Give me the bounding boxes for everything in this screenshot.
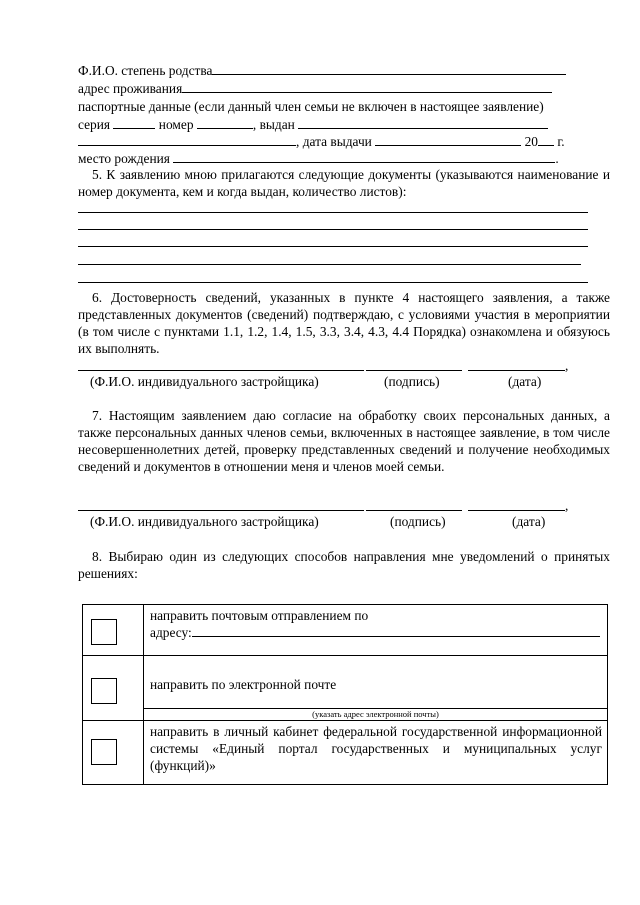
section-7-body: 7. Настоящим заявлением даю согласие на обработку своих персональных данных, а также персональных данных членов семьи, включенных в настоящее заявление, в том числе несовершеннолетних детей, проверку представленных сведений и получение необходимых сведений и документов в отношении меня и членов моей семьи. [78,408,610,474]
birthplace-label: место рождения [78,151,170,166]
section-5-body: 5. К заявлению мною прилагаются следующие документы (указываются наименование и номер документа, кем и когда выдан, количество листов): [78,167,610,199]
section-7-caption-date: (дата) [512,514,546,529]
option-mail-text-cell [144,605,608,656]
option-row-email [83,656,608,721]
section-6-text [78,289,610,357]
series-label: серия [78,117,111,132]
section-8-body: 8. Выбираю один из следующих способов направления мне уведомлений о принятых решениях: [78,549,610,581]
option-email-checkbox[interactable] [91,678,117,704]
option-row-portal [83,721,608,785]
option-email-note: (указать адрес электронной почты) [312,709,439,719]
option-email-label: направить по электронной почте [150,677,337,692]
year-prefix: 20 [524,134,538,149]
issue-date-row [78,133,610,150]
documents-line-1[interactable] [78,212,588,213]
option-mail-address-row [150,624,602,641]
fio-row [78,62,610,79]
number-input-line[interactable] [197,116,253,129]
option-mail-address-label: адресу: [150,625,192,640]
option-portal-checkbox[interactable] [91,739,117,765]
option-mail-address-line[interactable] [192,624,600,637]
issued-label: , выдан [252,117,295,132]
fio-input-line[interactable] [212,62,566,75]
section-7-text [78,407,610,475]
issued-by-input-line[interactable] [298,116,548,129]
section-7-name-line[interactable] [78,510,364,511]
documents-line-3[interactable] [78,246,588,247]
option-portal-label: направить в личный кабинет федеральной государственной информационной системы «Единый портал государственных и муниципальных услуг (функций)» [150,724,602,773]
section-5-text [78,166,610,200]
address-input-line[interactable] [182,80,552,93]
section-7-caption-signature: (подпись) [390,514,446,529]
option-email-cell [83,656,144,721]
option-mail-cell [83,605,144,656]
documents-line-5[interactable] [78,282,588,283]
passport-row [78,98,610,115]
issue-date-label: , дата выдачи [296,134,372,149]
section-6-signature-line[interactable] [366,370,462,371]
documents-line-4[interactable] [78,264,581,265]
option-email-address-field[interactable] [144,708,607,720]
fio-label: Ф.И.О. степень родства [78,63,213,78]
option-email-text-cell [144,656,608,721]
section-6-caption-name: (Ф.И.О. индивидуального застройщика) [90,374,319,389]
section-6-date-line[interactable] [468,370,565,371]
section-7-comma: , [565,498,569,513]
year-suffix: г. [557,134,565,149]
option-portal-text-cell [144,721,608,785]
number-label: номер [158,117,194,132]
section-6-body: 6. Достоверность сведений, указанных в пункте 4 настоящего заявления, а также представленных документов (сведений) подтверждаю, с условиями участия в мероприятии (в том числе с пунктами 1.1, 1.2, 1.4, 1.5, 3.3, 3.4, 4.3, 4.4 Порядка) ознакомлена и обязуюсь их выполнять. [78,290,610,356]
option-portal-cell [83,721,144,785]
birthplace-period: . [555,151,559,166]
issue-date-input-line[interactable] [375,133,521,146]
address-row [78,80,610,97]
section-6-name-line[interactable] [78,370,364,371]
delivery-options-table [82,604,608,785]
option-row-mail [83,605,608,656]
option-mail-checkbox[interactable] [91,619,117,645]
issued-by-continued-line[interactable] [78,133,296,146]
year-input-line[interactable] [538,133,554,146]
birthplace-input-line[interactable] [173,150,555,163]
address-label: адрес проживания [78,81,183,96]
section-7-caption-name: (Ф.И.О. индивидуального застройщика) [90,514,319,529]
section-6-caption-signature: (подпись) [384,374,440,389]
section-6-caption-date: (дата) [508,374,542,389]
section-6-comma: , [565,358,569,373]
birthplace-row [78,150,610,167]
series-input-line[interactable] [113,116,155,129]
section-7-date-line[interactable] [468,510,565,511]
series-row [78,116,610,133]
passport-label: паспортные данные (если данный член семьи не включен в настоящее заявление) [78,99,544,114]
documents-line-2[interactable] [78,229,588,230]
option-mail-label: направить почтовым отправлением по [150,608,369,623]
section-7-signature-line[interactable] [366,510,462,511]
section-8-text [78,548,610,582]
